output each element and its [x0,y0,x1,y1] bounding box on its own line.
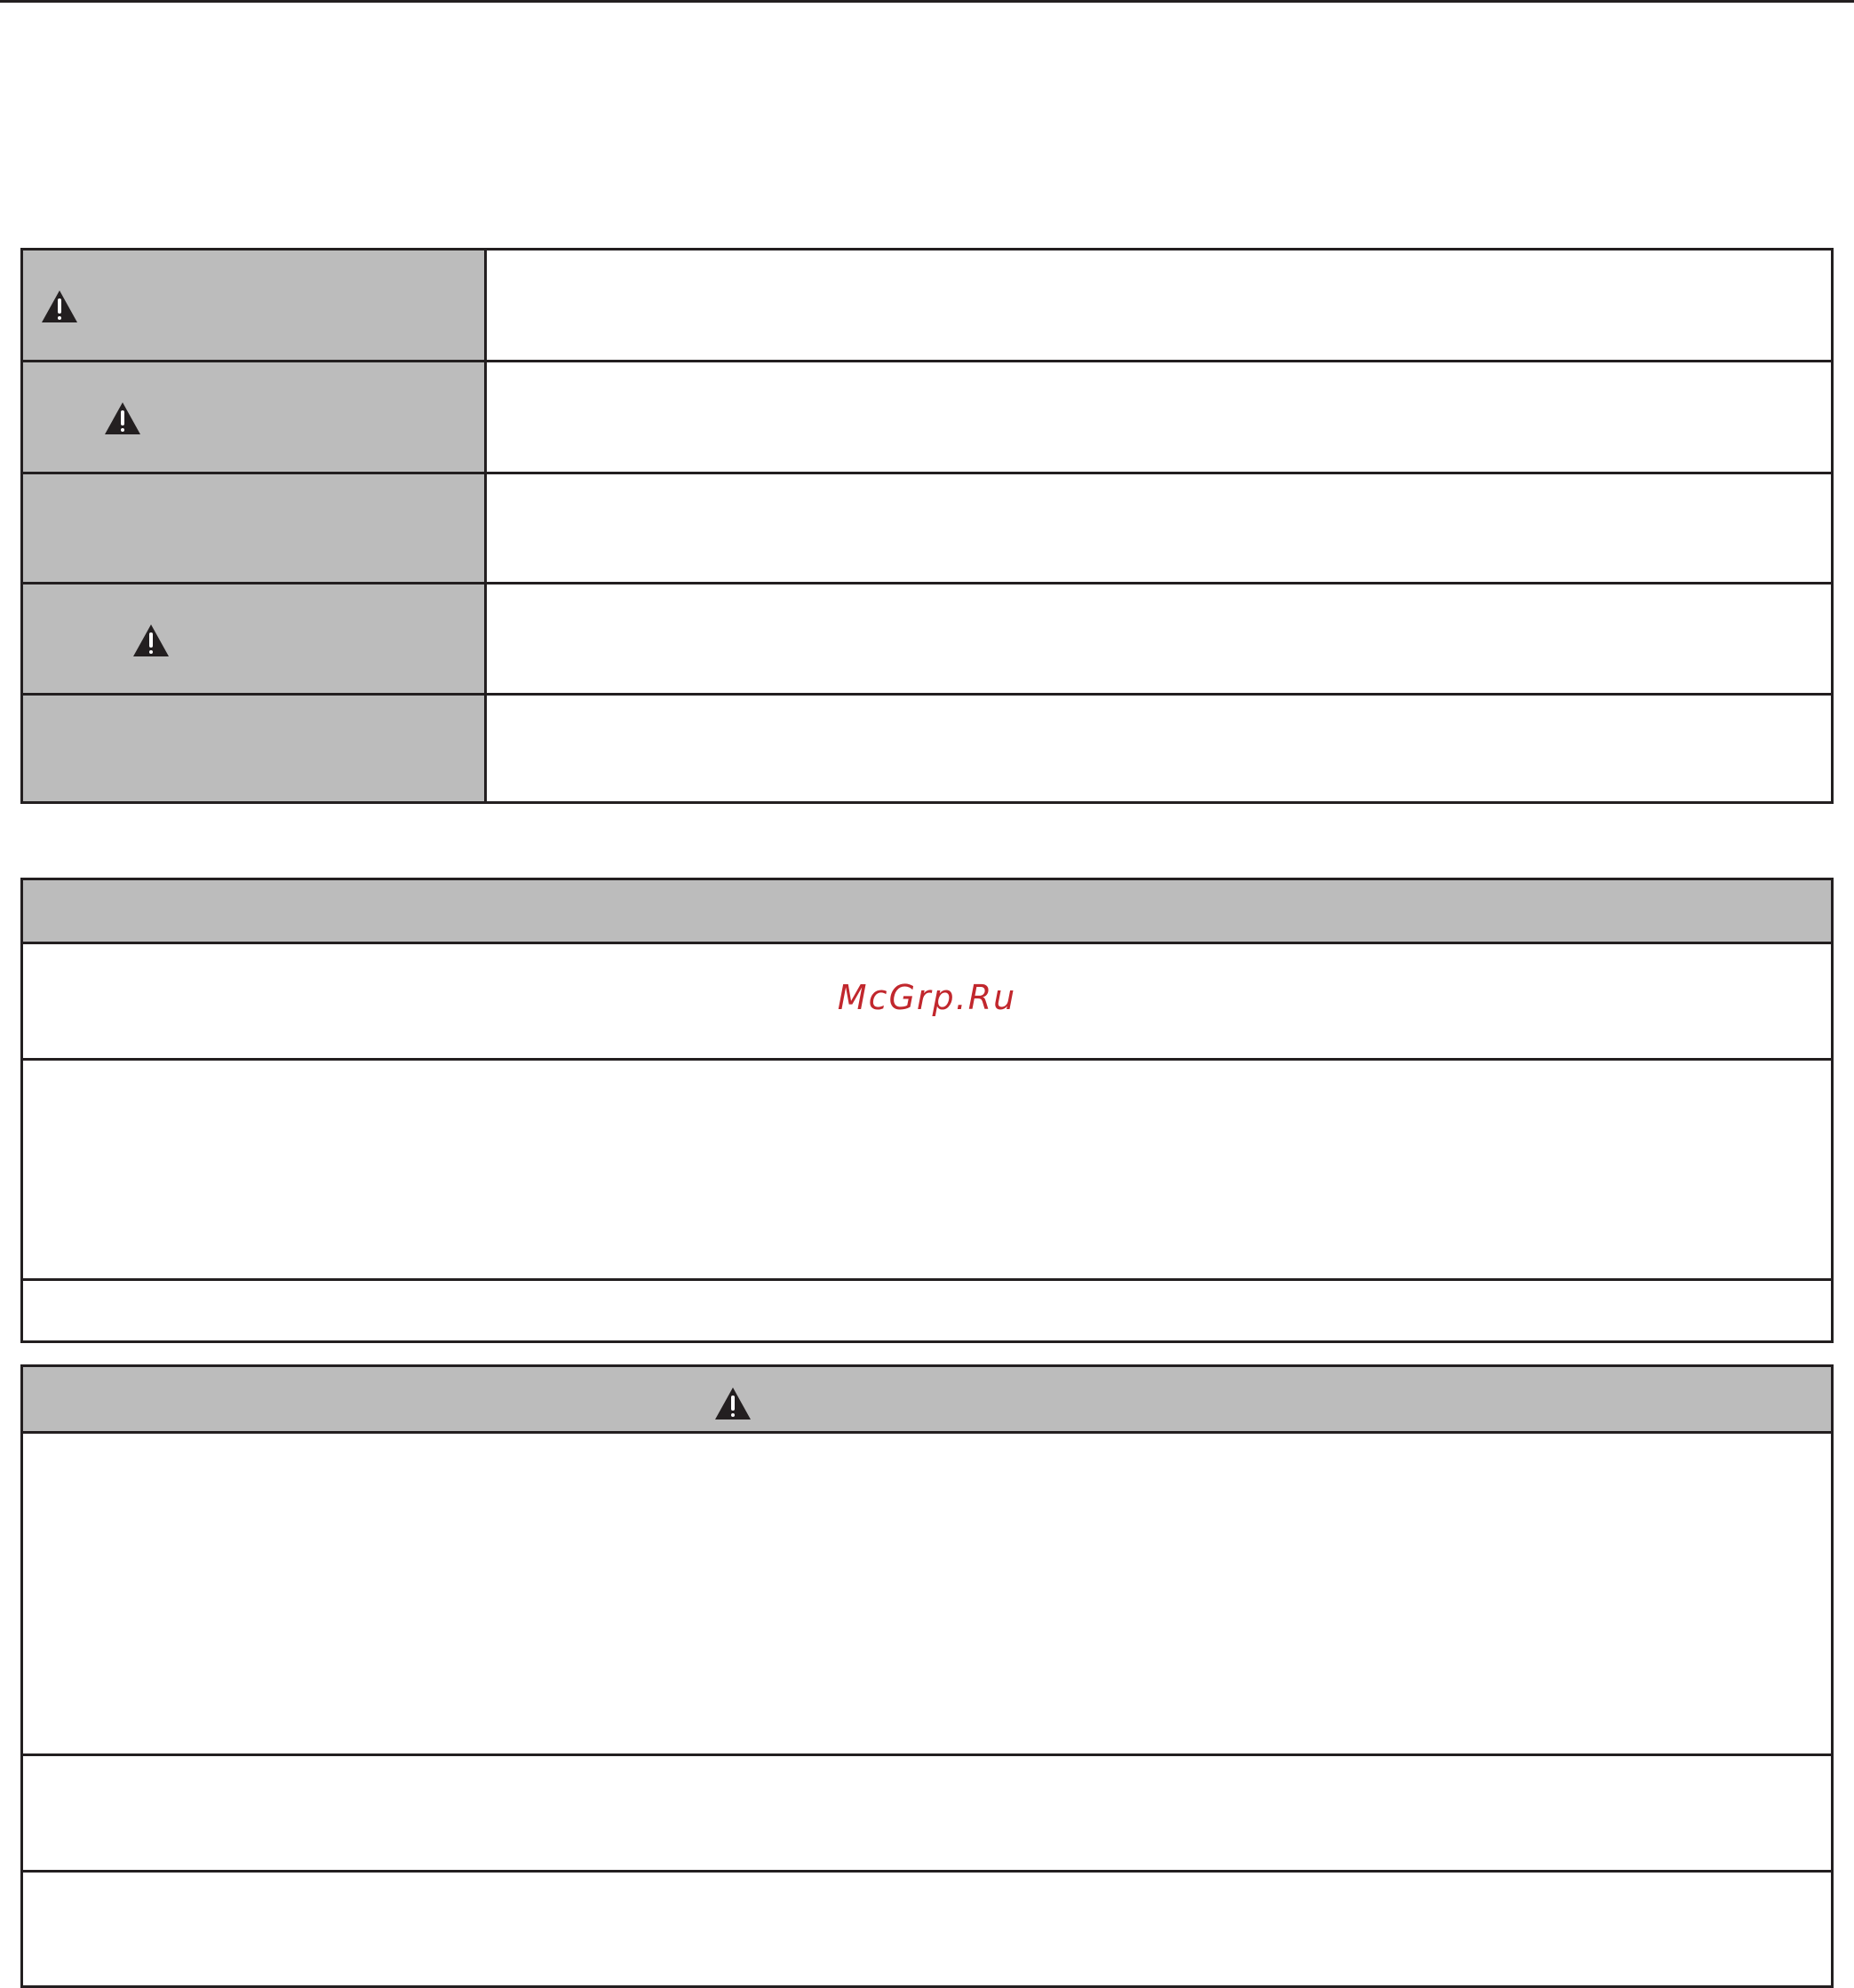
warning-triangle-icon [104,402,141,435]
signal-description-cell [487,696,1831,801]
signal-description-cell [487,584,1831,693]
warning-table-header [23,1367,1831,1431]
warning-table-row-1 [23,1431,1831,1753]
signal-description-cell [487,250,1831,360]
info-table-header [23,880,1831,942]
signal-row-1 [23,250,1831,360]
signal-row-4 [23,582,1831,693]
top-rule [0,0,1854,3]
warning-table [20,1364,1834,1988]
signal-description-cell [487,362,1831,472]
warning-triangle-icon [132,624,170,657]
info-table-row-3 [23,1278,1831,1340]
info-table-row-1 [23,942,1831,1058]
info-table-row-2 [23,1058,1831,1278]
warning-triangle-icon [41,290,78,323]
signal-label-cell [23,362,487,472]
signal-label-cell [23,250,487,360]
info-table [20,878,1834,1343]
signal-row-2 [23,360,1831,472]
signal-label-cell [23,696,487,801]
warning-triangle-icon [714,1387,752,1420]
signal-description-cell [487,474,1831,582]
signal-label-cell [23,474,487,582]
signal-label-cell [23,584,487,693]
warning-table-row-3 [23,1870,1831,1985]
signal-word-table [20,248,1834,804]
warning-table-row-2 [23,1753,1831,1870]
signal-row-3 [23,472,1831,582]
signal-row-5 [23,693,1831,801]
watermark-text: McGrp.Ru [837,978,1017,1017]
